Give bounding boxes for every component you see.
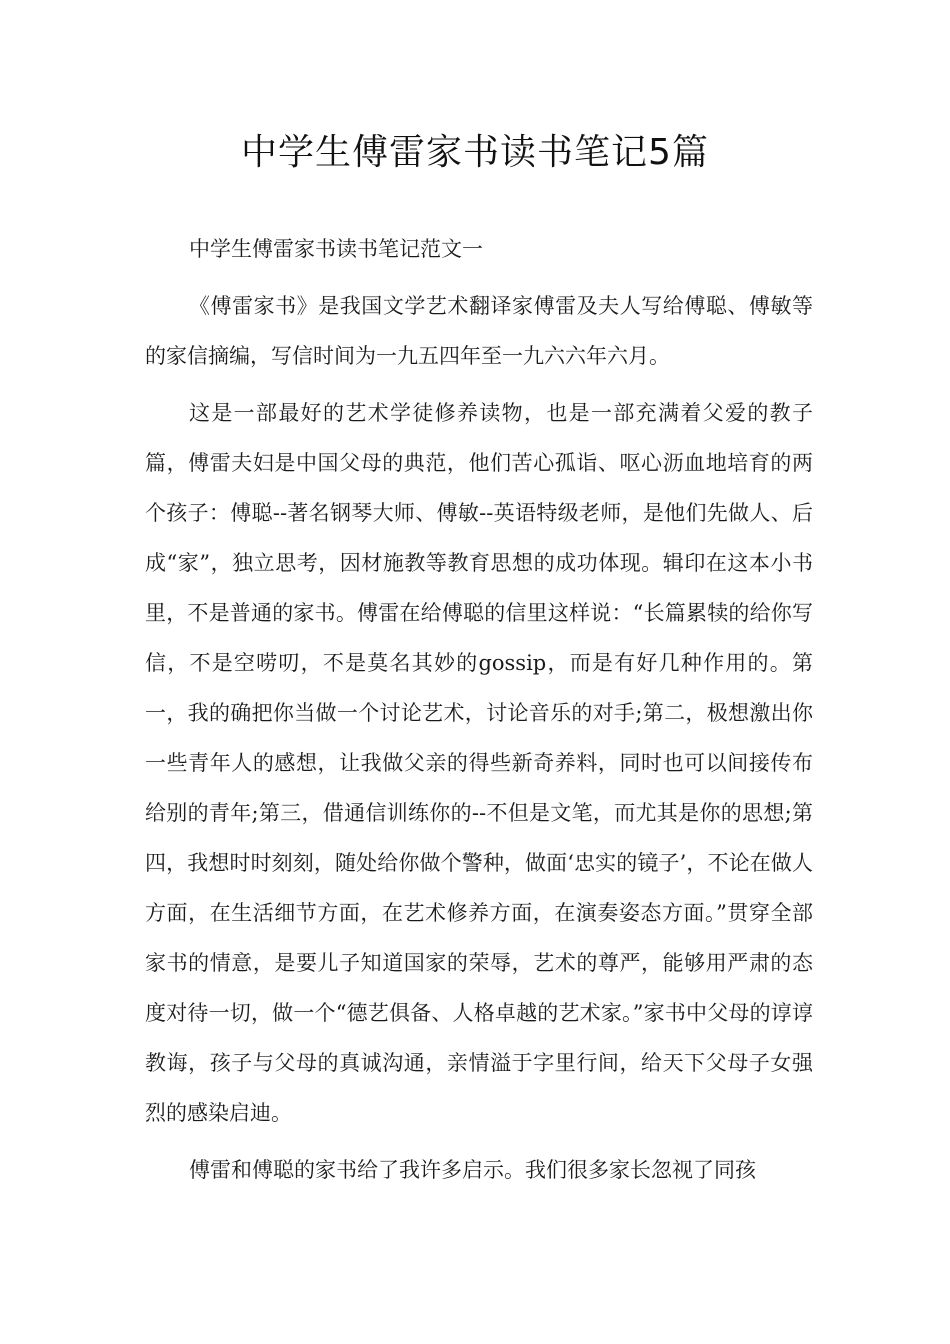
paragraph-main: 这是一部最好的艺术学徒修养读物，也是一部充满着父爱的教子篇，傅雷夫妇是中国父母的典范，他们苦心孤诣、呕心沥血地培育的两个孩子：傅聪--著名钢琴大师、傅敏--英语特级老师，是他们先做人、后成“家”，独立思考，因材施教等教育思想的成功体现。辑印在这本小书里，不是普通的家书。傅雷在给傅聪的信里这样说：“长篇累犊的给你写信，不是空唠叨，不是莫名其妙的gossip，而是有好几种作用的。第一，我的确把你当做一个讨论艺术，讨论音乐的对手;第二，极想激出你一些青年人的感想，让我做父亲的得些新奇养料，同时也可以间接传布给别的青年;第三，借通信训练你的--不但是文笔，而尤其是你的思想;第四，我想时时刻刻，随处给你做个警种，做面‘忠实的镜子’，不论在做人方面，在生活细节方面，在艺术修养方面，在演奏姿态方面。”贯穿全部家书的情意，是要儿子知道国家的荣辱，艺术的尊严，能够用严肃的态度对待一切，做一个“德艺俱备、人格卓越的艺术家。”家书中父母的谆谆教诲，孩子与父母的真诚沟通，亲情溢于字里行间，给天下父母子女强烈的感染启迪。 <box>145 401 813 1125</box>
document-body <box>145 224 813 1202</box>
paragraph-continuation: 傅雷和傅聪的家书给了我许多启示。我们很多家长忽视了同孩 <box>189 1158 756 1182</box>
paragraph-intro: 《傅雷家书》是我国文学艺术翻译家傅雷及夫人写给傅聪、傅敏等的家信摘编，写信时间为一九五四年至一九六六年六月。 <box>145 294 813 368</box>
section-subheading: 中学生傅雷家书读书笔记范文一 <box>189 237 483 261</box>
document-title: 中学生傅雷家书读书笔记5篇 <box>241 132 709 173</box>
